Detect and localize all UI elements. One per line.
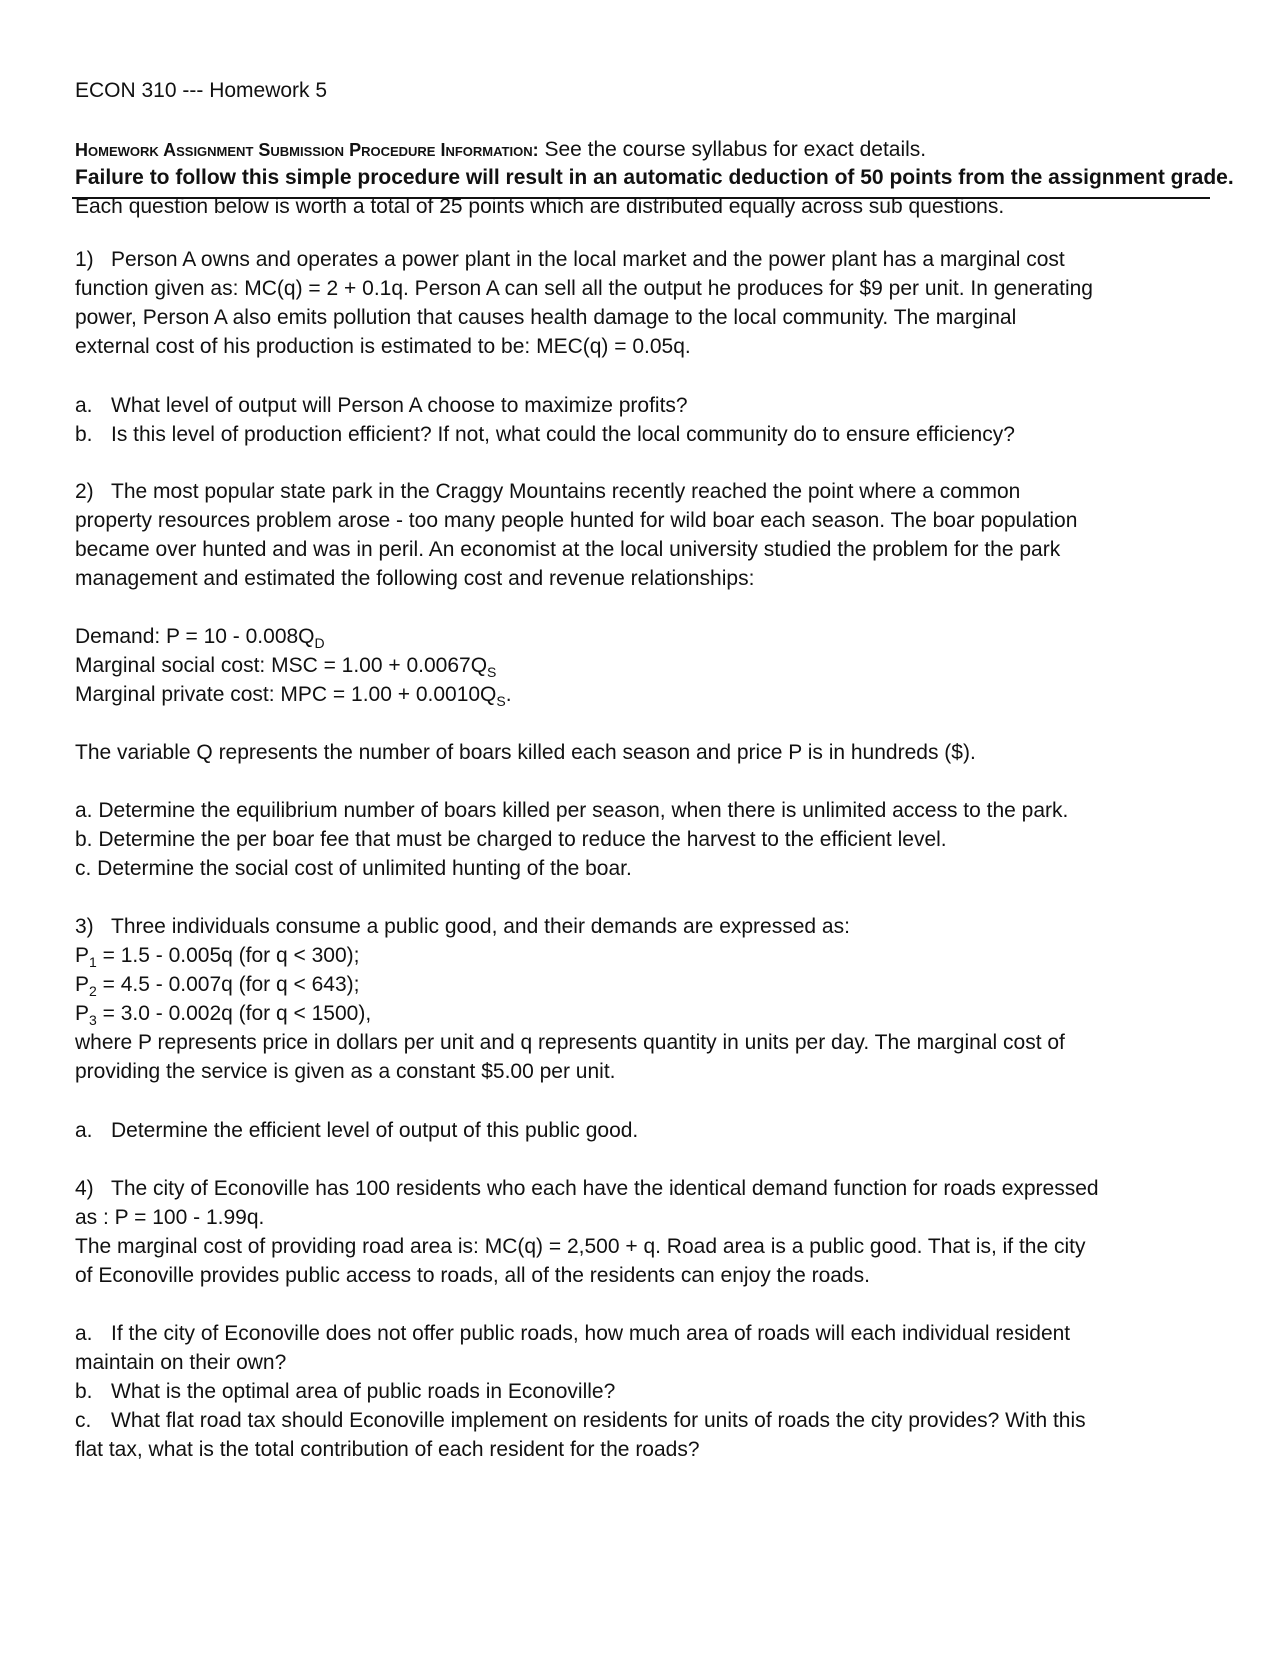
- q1-part-a-text: What level of output will Person A choose to maximize profits?: [111, 394, 688, 417]
- q4-part-c-label: c.: [75, 1409, 92, 1432]
- eq-subscript: 2: [89, 983, 97, 1000]
- q3-where-line-1: where P represents price in dollars per unit and q represents quantity in units per day. The marginal cost of: [75, 1031, 1065, 1054]
- q3-demand-1: [75, 942, 359, 970]
- q2-mpc-equation: [75, 681, 512, 709]
- eq-text: = 1.5 - 0.005q (for q < 300);: [96, 944, 360, 967]
- q1-line-1: [75, 246, 1065, 274]
- eq-subscript: 1: [89, 954, 97, 971]
- eq-text: Marginal private cost: MPC = 1.00 + 0.0010Q: [75, 683, 497, 706]
- q2-msc-equation: [75, 652, 496, 680]
- q4-part-c-cont: flat tax, what is the total contribution of each resident for the roads?: [75, 1438, 700, 1461]
- q4-part-a-label: a.: [75, 1322, 93, 1345]
- eq-subscript: 3: [89, 1012, 97, 1029]
- eq-text: Marginal social cost: MSC = 1.00 + 0.0067Q: [75, 654, 488, 677]
- q2-part-a: a. Determine the equilibrium number of boars killed per season, when there is unlimited access to the park.: [75, 799, 1069, 822]
- q3-part-a: [75, 1117, 638, 1145]
- eq-text: = 3.0 - 0.002q (for q < 1500),: [96, 1002, 372, 1025]
- q4-text: The city of Econoville has 100 residents who each have the identical demand function for roads expressed: [111, 1177, 1099, 1200]
- q2-line-1: [75, 478, 1020, 506]
- q2-number: 2): [75, 480, 94, 503]
- q1-part-a: [75, 392, 688, 420]
- q2-variable-note: The variable Q represents the number of boars killed each season and price P is in hundreds ($).: [75, 741, 976, 764]
- q4-line-4: of Econoville provides public access to roads, all of the residents can enjoy the roads.: [75, 1264, 870, 1287]
- q2-line-4: management and estimated the following cost and revenue relationships:: [75, 567, 755, 590]
- q1-part-b-text: Is this level of production efficient? If not, what could the local community do to ensure efficiency?: [111, 423, 1015, 446]
- q2-line-3: became over hunted and was in peril. An economist at the local university studied the problem for the park: [75, 538, 1061, 561]
- eq-subscript: S: [487, 664, 497, 681]
- procedure-text: See the course syllabus for exact details.: [544, 138, 927, 161]
- q4-line-1: [75, 1175, 1099, 1203]
- q2-line-2: property resources problem arose - too many people hunted for wild boar each season. The boar population: [75, 509, 1078, 532]
- q4-part-b-label: b.: [75, 1380, 93, 1403]
- q1-number: 1): [75, 248, 94, 271]
- eq-text: P: [75, 1002, 90, 1025]
- q2-part-b: b. Determine the per boar fee that must be charged to reduce the harvest to the efficient level.: [75, 828, 947, 851]
- q1-text: Person A owns and operates a power plant in the local market and the power plant has a marginal cost: [111, 248, 1065, 271]
- q1-line-3: power, Person A also emits pollution that causes health damage to the local community. The marginal: [75, 306, 1017, 329]
- q1-part-a-label: a.: [75, 394, 93, 417]
- q4-line-3: The marginal cost of providing road area is: MC(q) = 2,500 + q. Road area is a public good. That is, if the city: [75, 1235, 1086, 1258]
- q3-demand-2: [75, 971, 359, 999]
- eq-subscript: D: [314, 635, 325, 652]
- q3-intro: [75, 913, 850, 941]
- eq-text: P: [75, 973, 90, 996]
- q4-line-2: as : P = 100 - 1.99q.: [75, 1206, 265, 1229]
- q4-part-b-text: What is the optimal area of public roads in Econoville?: [111, 1380, 616, 1403]
- eq-text: Demand: P = 10 - 0.008Q: [75, 625, 315, 648]
- q3-number: 3): [75, 915, 94, 938]
- q4-part-a-text: If the city of Econoville does not offer public roads, how much area of roads will each individual resident: [111, 1322, 1071, 1345]
- eq-subscript: S: [496, 693, 506, 710]
- q3-demand-3: [75, 1000, 371, 1028]
- eq-end: .: [505, 683, 512, 706]
- page-title: ECON 310 --- Homework 5: [75, 79, 328, 102]
- q4-part-a-cont: maintain on their own?: [75, 1351, 287, 1374]
- q4-part-c-text: What flat road tax should Econoville implement on residents for units of roads the city provides? With this: [111, 1409, 1086, 1432]
- eq-text: = 4.5 - 0.007q (for q < 643);: [96, 973, 360, 996]
- procedure-info: [75, 136, 926, 164]
- points-note: Each question below is worth a total of 25 points which are distributed equally across sub questions.: [75, 195, 1005, 218]
- q3-where-line-2: providing the service is given as a constant $5.00 per unit.: [75, 1060, 616, 1083]
- q1-line-2: function given as: MC(q) = 2 + 0.1q. Person A can sell all the output he produces for $9 per unit. In generating: [75, 277, 1093, 300]
- procedure-label: Homework Assignment Submission Procedure Information:: [75, 140, 539, 160]
- q4-part-c: [75, 1407, 1086, 1435]
- q1-part-b-label: b.: [75, 423, 93, 446]
- q4-number: 4): [75, 1177, 94, 1200]
- q3-text: Three individuals consume a public good, and their demands are expressed as:: [111, 915, 850, 938]
- q1-part-b: [75, 421, 1015, 449]
- q4-part-b: [75, 1378, 615, 1406]
- q2-text: The most popular state park in the Craggy Mountains recently reached the point where a common: [111, 480, 1021, 503]
- q1-line-4: external cost of his production is estimated to be: MEC(q) = 0.05q.: [75, 335, 691, 358]
- procedure-warning: Failure to follow this simple procedure will result in an automatic deduction of 50 points from the assignment grade.: [75, 166, 1234, 189]
- eq-text: P: [75, 944, 90, 967]
- q3-part-a-text: Determine the efficient level of output of this public good.: [111, 1119, 639, 1142]
- q2-part-c: c. Determine the social cost of unlimited hunting of the boar.: [75, 857, 632, 880]
- q3-part-a-label: a.: [75, 1119, 93, 1142]
- q4-part-a: [75, 1320, 1070, 1348]
- q2-demand-equation: [75, 623, 325, 651]
